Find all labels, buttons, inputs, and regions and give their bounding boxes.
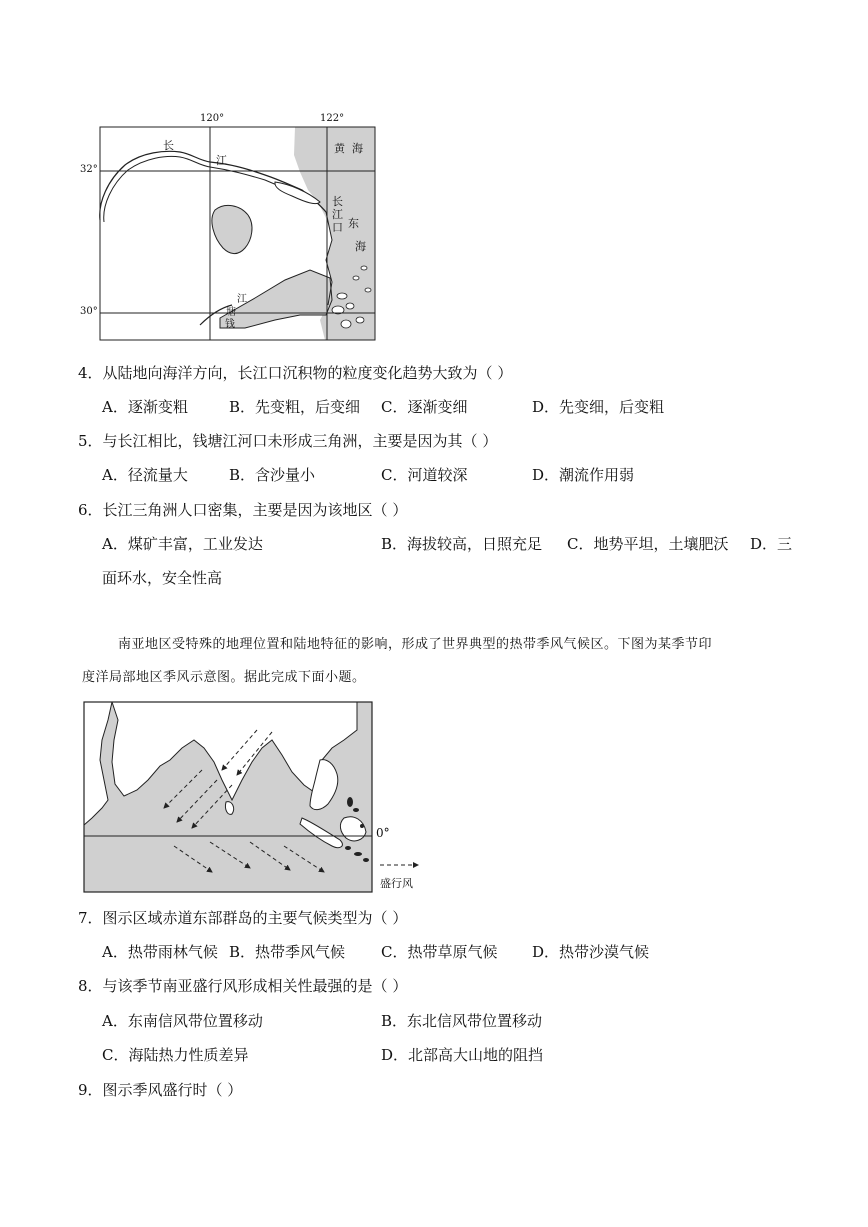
q4-option-b[interactable]: B．先变粗，后变细 [229, 398, 361, 416]
passage-line-2: 度洋局部地区季风示意图。据此完成下面小题。 [82, 670, 366, 685]
lat-label-32: 32° [80, 164, 98, 175]
q4-option-a[interactable]: A．逐渐变粗 [102, 398, 188, 416]
q5-option-a[interactable]: A．径流量大 [102, 466, 188, 484]
label-qt-2: 塘 [226, 307, 236, 318]
equator-label: 0° [376, 826, 390, 840]
label-estuary-3: 口 [332, 221, 343, 234]
label-yellow-sea-1: 黄 [334, 142, 345, 155]
question-8-stem: 8．与该季节南亚盛行风形成相关性最强的是（ ） [78, 977, 408, 995]
question-4-stem: 4．从陆地向海洋方向，长江口沉积物的粒度变化趋势大致为（ ） [78, 364, 513, 382]
q8-option-d[interactable]: D．北部高大山地的阻挡 [381, 1046, 544, 1064]
lat-label-30: 30° [80, 306, 98, 317]
question-6-stem: 6．长江三角洲人口密集，主要是因为该地区（ ） [78, 501, 408, 519]
legend-label: 盛行风 [380, 877, 413, 890]
label-estuary-1: 长 [332, 195, 343, 208]
q8-option-a[interactable]: A．东南信风带位置移动 [102, 1012, 263, 1030]
land-sri-lanka [225, 802, 233, 815]
q4-option-d[interactable]: D．先变细，后变粗 [532, 398, 665, 416]
q5-option-b[interactable]: B．含沙量小 [229, 466, 316, 484]
passage-line-1: 南亚地区受特殊的地理位置和陆地特征的影响，形成了世界典型的热带季风气候区。下图为某季节印 [118, 637, 713, 652]
monsoon-map-svg [82, 700, 432, 896]
lon-label-120: 120° [200, 113, 225, 124]
q7-option-a[interactable]: A．热带雨林气候 [102, 943, 218, 961]
question-5-stem: 5．与长江相比，钱塘江河口未形成三角洲，主要是因为其（ ） [78, 432, 498, 450]
q6-option-c[interactable]: C．地势平坦，土壤肥沃 [567, 535, 729, 553]
lon-label-122: 122° [320, 113, 345, 124]
q6-option-d-continuation: 面环水，安全性高 [102, 569, 223, 587]
question-9-stem: 9．图示季风盛行时（ ） [78, 1081, 243, 1099]
label-yellow-sea-2: 海 [352, 142, 363, 155]
label-qt-3: 钱 [225, 319, 235, 330]
q5-option-d[interactable]: D．潮流作用弱 [532, 466, 635, 484]
label-east-1: 东 [348, 217, 359, 230]
yangtze-river [100, 151, 326, 220]
monsoon-map [82, 700, 432, 896]
q6-option-b[interactable]: B．海拔较高，日照充足 [381, 535, 543, 553]
q8-option-c[interactable]: C．海陆热力性质差异 [102, 1046, 249, 1064]
q7-option-d[interactable]: D．热带沙漠气候 [532, 943, 650, 961]
q7-option-b[interactable]: B．热带季风气候 [229, 943, 346, 961]
q8-option-b[interactable]: B．东北信风带位置移动 [381, 1012, 543, 1030]
q4-option-c[interactable]: C．逐渐变细 [381, 398, 468, 416]
taihu-lake [212, 205, 252, 253]
label-qt-1: 江 [237, 294, 247, 305]
q5-option-c[interactable]: C．河道较深 [381, 466, 468, 484]
q6-option-a[interactable]: A．煤矿丰富，工业发达 [102, 535, 263, 553]
label-jiang: 江 [216, 154, 227, 167]
yangtze-river-bank [104, 156, 304, 222]
q7-option-c[interactable]: C．热带草原气候 [381, 943, 498, 961]
label-estuary-2: 江 [332, 208, 343, 221]
label-east-2: 海 [355, 240, 366, 253]
question-7-stem: 7．图示区域赤道东部群岛的主要气候类型为（ ） [78, 909, 408, 927]
q6-option-d[interactable]: D．三 [750, 535, 793, 553]
estuary-map [80, 110, 380, 345]
label-chang: 长 [163, 139, 174, 152]
